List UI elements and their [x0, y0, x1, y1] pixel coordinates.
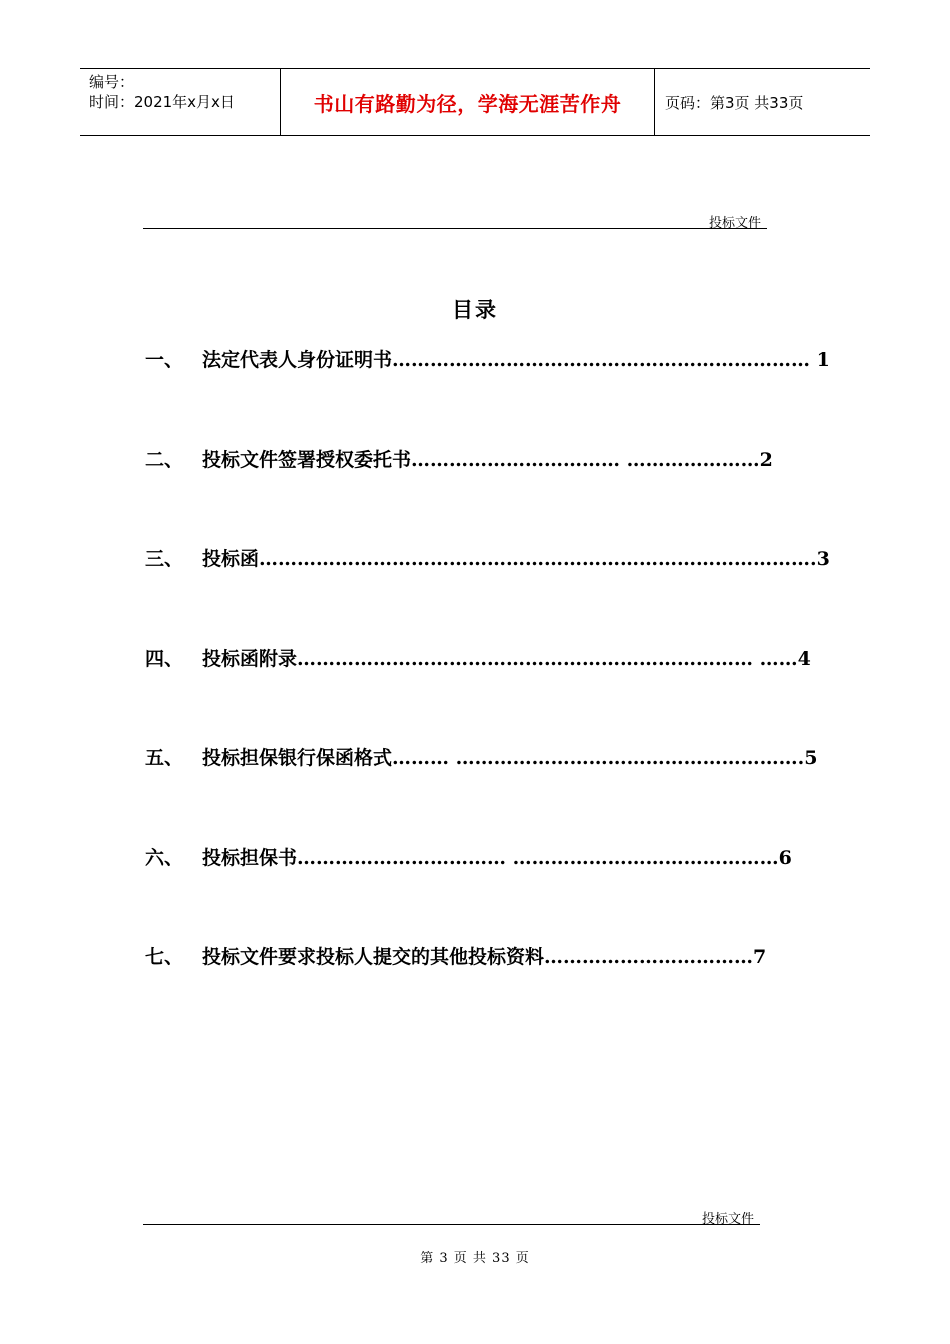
toc-item-number: 二、 — [145, 449, 184, 471]
toc-item-number: 五、 — [145, 747, 184, 769]
document-header — [80, 68, 870, 136]
running-head-rule-top — [143, 228, 767, 229]
header-page-info: 页码：第3页 共33页 — [665, 93, 804, 112]
toc-item[interactable] — [145, 345, 830, 373]
running-head-top: 投标文件 — [709, 216, 762, 231]
toc-item[interactable] — [145, 743, 817, 771]
toc-item-text: 投标担保书…………………………… ……………………………………6 — [202, 847, 792, 869]
toc-item-number: 四、 — [145, 648, 184, 670]
running-head-bottom: 投标文件 — [702, 1212, 755, 1227]
toc-item[interactable] — [145, 544, 830, 572]
toc-item-number: 六、 — [145, 847, 184, 869]
toc-item[interactable] — [145, 942, 766, 970]
header-meta — [80, 69, 281, 135]
toc-item-text: 投标担保银行保函格式……… ……………………………………………….5 — [202, 747, 818, 769]
toc-item-text: 法定代表人身份证明书………………………………………………………… 1 — [202, 349, 830, 371]
toc-item-text: 投标函附录……………………………………………………………… ……4 — [202, 648, 811, 670]
toc-item[interactable] — [145, 644, 811, 672]
page-number-footer: 第 3 页 共 33 页 — [420, 1251, 530, 1266]
toc-item[interactable] — [145, 445, 773, 473]
toc-item-number: 七、 — [145, 946, 184, 968]
toc-item-text: 投标文件要求投标人提交的其他投标资料……………………………7 — [202, 946, 767, 968]
toc-item-number: 一、 — [145, 349, 184, 371]
toc-item-number: 三、 — [145, 548, 184, 570]
header-motto: 书山有路勤为径，学海无涯苦作舟 — [281, 69, 655, 135]
serial-number-label: 编号： — [89, 73, 135, 91]
toc-item-text: 投标文件签署授权委托书…………………………… …………………2 — [202, 449, 773, 471]
toc-item-text: 投标函…………………………………………………………………………….3 — [202, 548, 830, 570]
time-label: 时间：2021年x月x日 — [89, 93, 235, 111]
toc-title: 目录 — [452, 297, 498, 322]
running-head-rule-bottom — [143, 1224, 760, 1225]
toc-item[interactable] — [145, 843, 792, 871]
